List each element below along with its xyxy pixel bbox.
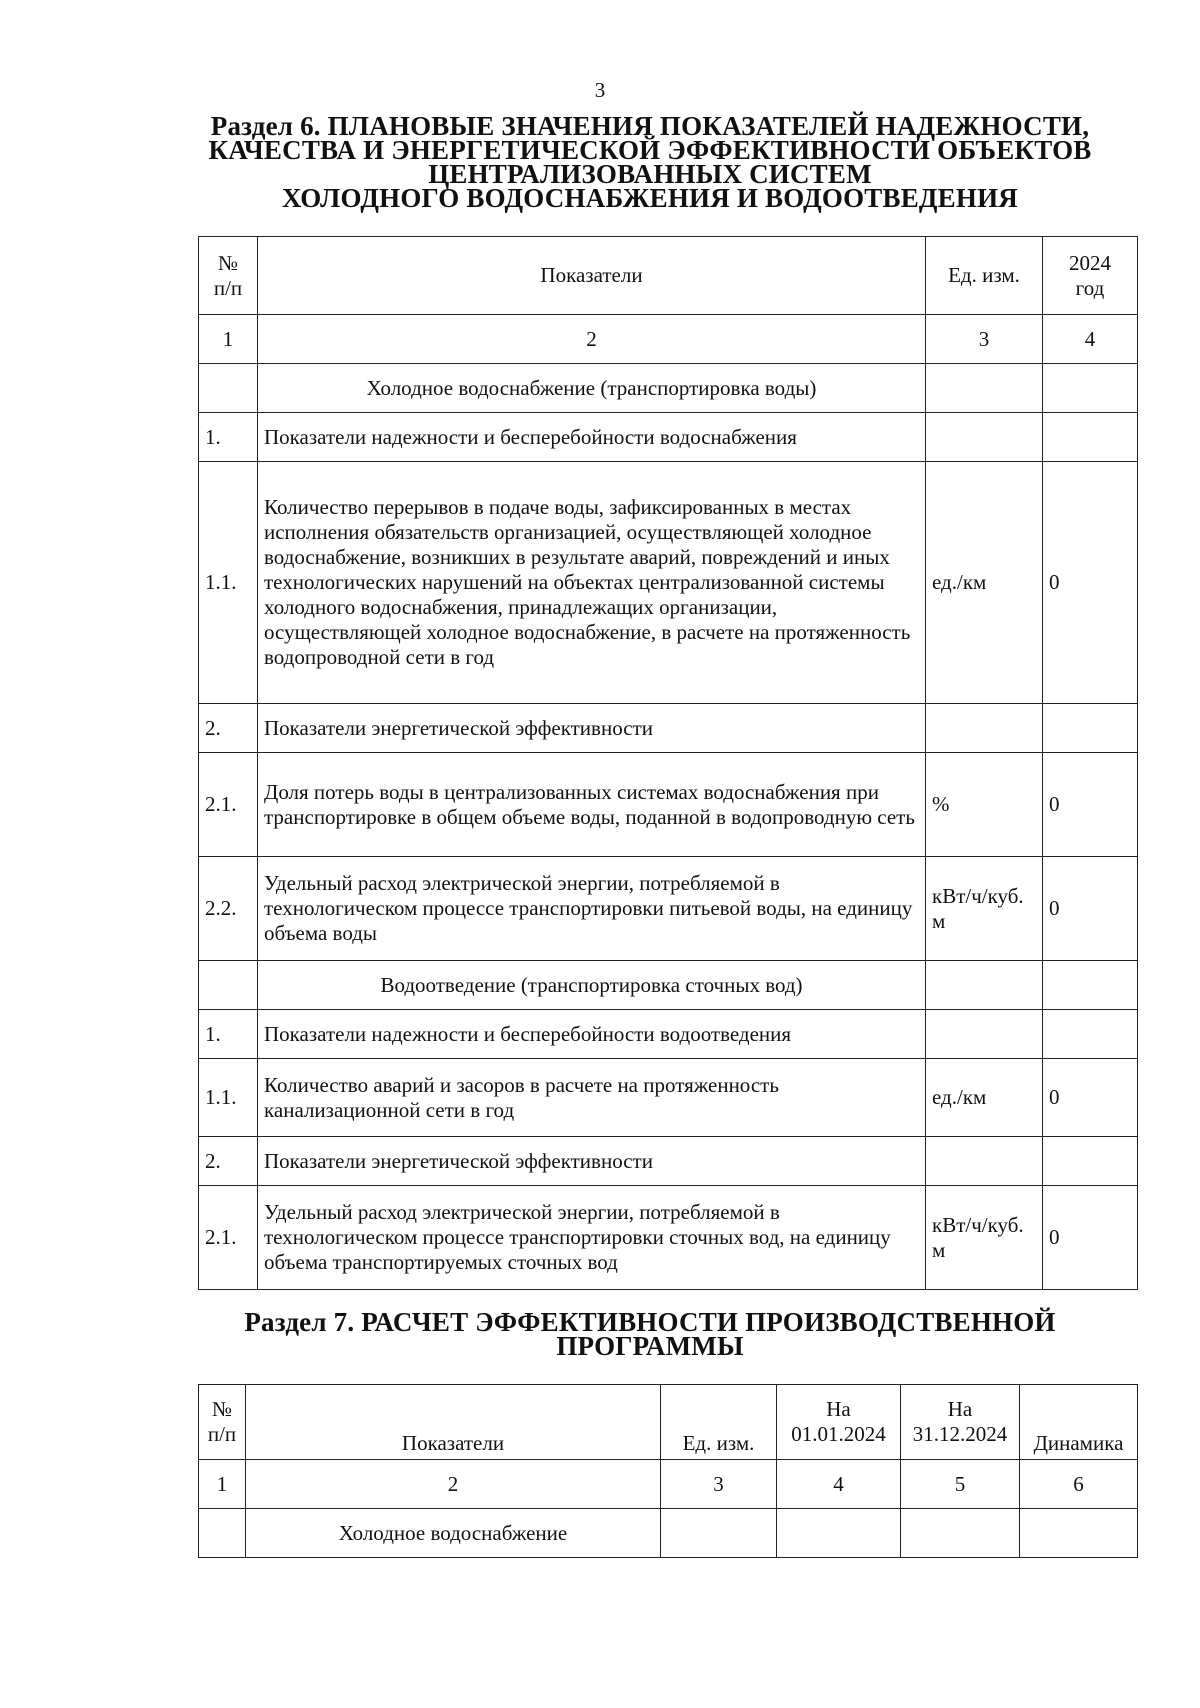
row-num <box>199 364 258 413</box>
column-numbers-row <box>199 315 1138 364</box>
row-unit <box>926 1010 1043 1059</box>
header-unit: Ед. изм. <box>661 1385 777 1460</box>
row-start <box>777 1509 901 1558</box>
section7-title-line: ПРОГРАММЫ <box>556 1331 744 1361</box>
row-num: 1.1. <box>199 1059 258 1137</box>
row-num <box>199 1509 246 1558</box>
row-end <box>901 1509 1020 1558</box>
row-num: 2.2. <box>199 857 258 961</box>
section7-title-line: Раздел 7. РАСЧЕТ ЭФФЕКТИВНОСТИ ПРОИЗВОДСТВЕННОЙ <box>244 1307 1056 1337</box>
header-indicators: Показатели <box>246 1385 661 1460</box>
row-value <box>1043 1010 1138 1059</box>
column-number: 2 <box>246 1460 661 1509</box>
row-num: 1.1. <box>199 462 258 704</box>
row-text: Показатели надежности и бесперебойности водоотведения <box>258 1010 926 1059</box>
header-end-line: 31.12.2024 <box>912 1422 1008 1446</box>
section6-title-line: ЦЕНТРАЛИЗОВАННЫХ СИСТЕМ <box>428 159 872 189</box>
table-row <box>199 364 1138 413</box>
row-value: 0 <box>1043 462 1138 704</box>
column-number: 1 <box>199 315 258 364</box>
row-value <box>1043 364 1138 413</box>
table-header-row <box>199 237 1138 315</box>
row-value <box>1043 413 1138 462</box>
row-value: 0 <box>1043 753 1138 857</box>
row-value: 0 <box>1043 857 1138 961</box>
column-number: 2 <box>258 315 926 364</box>
section6-title <box>190 111 1110 213</box>
column-number: 6 <box>1020 1460 1138 1509</box>
row-value <box>1043 961 1138 1010</box>
column-number: 4 <box>1043 315 1138 364</box>
table-header-row <box>199 1385 1138 1460</box>
row-num: 2.1. <box>199 753 258 857</box>
header-indicators: Показатели <box>258 237 926 315</box>
header-start-line: На <box>826 1397 851 1421</box>
row-text: Водоотведение (транспортировка сточных вод) <box>258 961 926 1010</box>
section6-title-line: ХОЛОДНОГО ВОДОСНАБЖЕНИЯ И ВОДООТВЕДЕНИЯ <box>281 183 1018 213</box>
table-row <box>199 1010 1138 1059</box>
header-year-line: год <box>1075 275 1105 300</box>
section7-table <box>198 1384 1138 1558</box>
row-text: Доля потерь воды в централизованных системах водоснабжения при транспортировке в общем объеме воды, поданной в водопроводную сеть <box>258 753 926 857</box>
header-num-line: п/п <box>207 1422 237 1446</box>
section7-title <box>190 1307 1110 1361</box>
section6-table <box>198 236 1138 1290</box>
row-num <box>199 961 258 1010</box>
header-dynamics: Динамика <box>1020 1385 1138 1460</box>
column-number: 1 <box>199 1460 246 1509</box>
row-text: Количество перерывов в подаче воды, зафиксированных в местах исполнения обязательств организацией, осуществляющей холодное водоснабжение, возникших в результате аварий, повреждений и иных технологических нарушений на объектах централизованной системы холодного водоснабжения, принадлежащих организации, осуществляющей холодное водоснабжение, в расчете на протяженность водопроводной сети в год <box>258 462 926 704</box>
row-unit <box>926 1137 1043 1186</box>
table-row <box>199 462 1138 704</box>
table-row <box>199 1137 1138 1186</box>
row-num: 1. <box>199 1010 258 1059</box>
table-row <box>199 1509 1138 1558</box>
column-number: 3 <box>926 315 1043 364</box>
header-end-line: На <box>947 1397 973 1421</box>
row-unit <box>926 961 1043 1010</box>
row-text: Удельный расход электрической энергии, потребляемой в технологическом процессе транспортировки питьевой воды, на единицу объема воды <box>258 857 926 961</box>
header-num-line: № <box>217 250 239 275</box>
row-unit: кВт/ч/куб. м <box>926 857 1043 961</box>
header-num-line: п/п <box>213 275 243 300</box>
row-unit: ед./км <box>926 1059 1043 1137</box>
header-year-line: 2024 <box>1069 250 1111 275</box>
row-text: Холодное водоснабжение <box>246 1509 661 1558</box>
row-unit <box>926 413 1043 462</box>
header-num-line: № <box>211 1397 233 1421</box>
row-value: 0 <box>1043 1186 1138 1290</box>
header-unit: Ед. изм. <box>926 237 1043 315</box>
table-row <box>199 1059 1138 1137</box>
row-text: Удельный расход электрической энергии, потребляемой в технологическом процессе транспортировки сточных вод, на единицу объема транспортируемых сточных вод <box>258 1186 926 1290</box>
row-text: Показатели надежности и бесперебойности водоснабжения <box>258 413 926 462</box>
table-row <box>199 857 1138 961</box>
row-unit: кВт/ч/куб. м <box>926 1186 1043 1290</box>
row-unit: % <box>926 753 1043 857</box>
row-num: 1. <box>199 413 258 462</box>
row-text: Показатели энергетической эффективности <box>258 704 926 753</box>
row-unit <box>926 704 1043 753</box>
row-text: Количество аварий и засоров в расчете на протяженность канализационной сети в год <box>258 1059 926 1137</box>
section6-title-line: Раздел 6. ПЛАНОВЫЕ ЗНАЧЕНИЯ ПОКАЗАТЕЛЕЙ НАДЕЖНОСТИ, <box>210 111 1090 141</box>
header-start-line: 01.01.2024 <box>791 1422 886 1446</box>
row-text: Показатели энергетической эффективности <box>258 1137 926 1186</box>
table-row <box>199 753 1138 857</box>
row-num: 2. <box>199 704 258 753</box>
row-unit: ед./км <box>926 462 1043 704</box>
row-value: 0 <box>1043 1059 1138 1137</box>
row-unit <box>926 364 1043 413</box>
header-end-date <box>901 1385 1020 1460</box>
column-number: 5 <box>901 1460 1020 1509</box>
row-num: 2.1. <box>199 1186 258 1290</box>
table-row <box>199 413 1138 462</box>
row-value <box>1043 1137 1138 1186</box>
column-numbers-row <box>199 1460 1138 1509</box>
table-row <box>199 961 1138 1010</box>
column-number: 4 <box>777 1460 901 1509</box>
section6-title-line: КАЧЕСТВА И ЭНЕРГЕТИЧЕСКОЙ ЭФФЕКТИВНОСТИ ОБЪЕКТОВ <box>208 135 1092 165</box>
header-start-date <box>777 1385 901 1460</box>
header-num <box>199 237 258 315</box>
table-row <box>199 704 1138 753</box>
page-number: 3 <box>594 78 606 102</box>
row-dynamics <box>1020 1509 1138 1558</box>
row-num: 2. <box>199 1137 258 1186</box>
row-value <box>1043 704 1138 753</box>
table-row <box>199 1186 1138 1290</box>
row-text: Холодное водоснабжение (транспортировка воды) <box>258 364 926 413</box>
header-year <box>1043 237 1138 315</box>
header-num <box>199 1385 246 1460</box>
column-number: 3 <box>661 1460 777 1509</box>
row-unit <box>661 1509 777 1558</box>
